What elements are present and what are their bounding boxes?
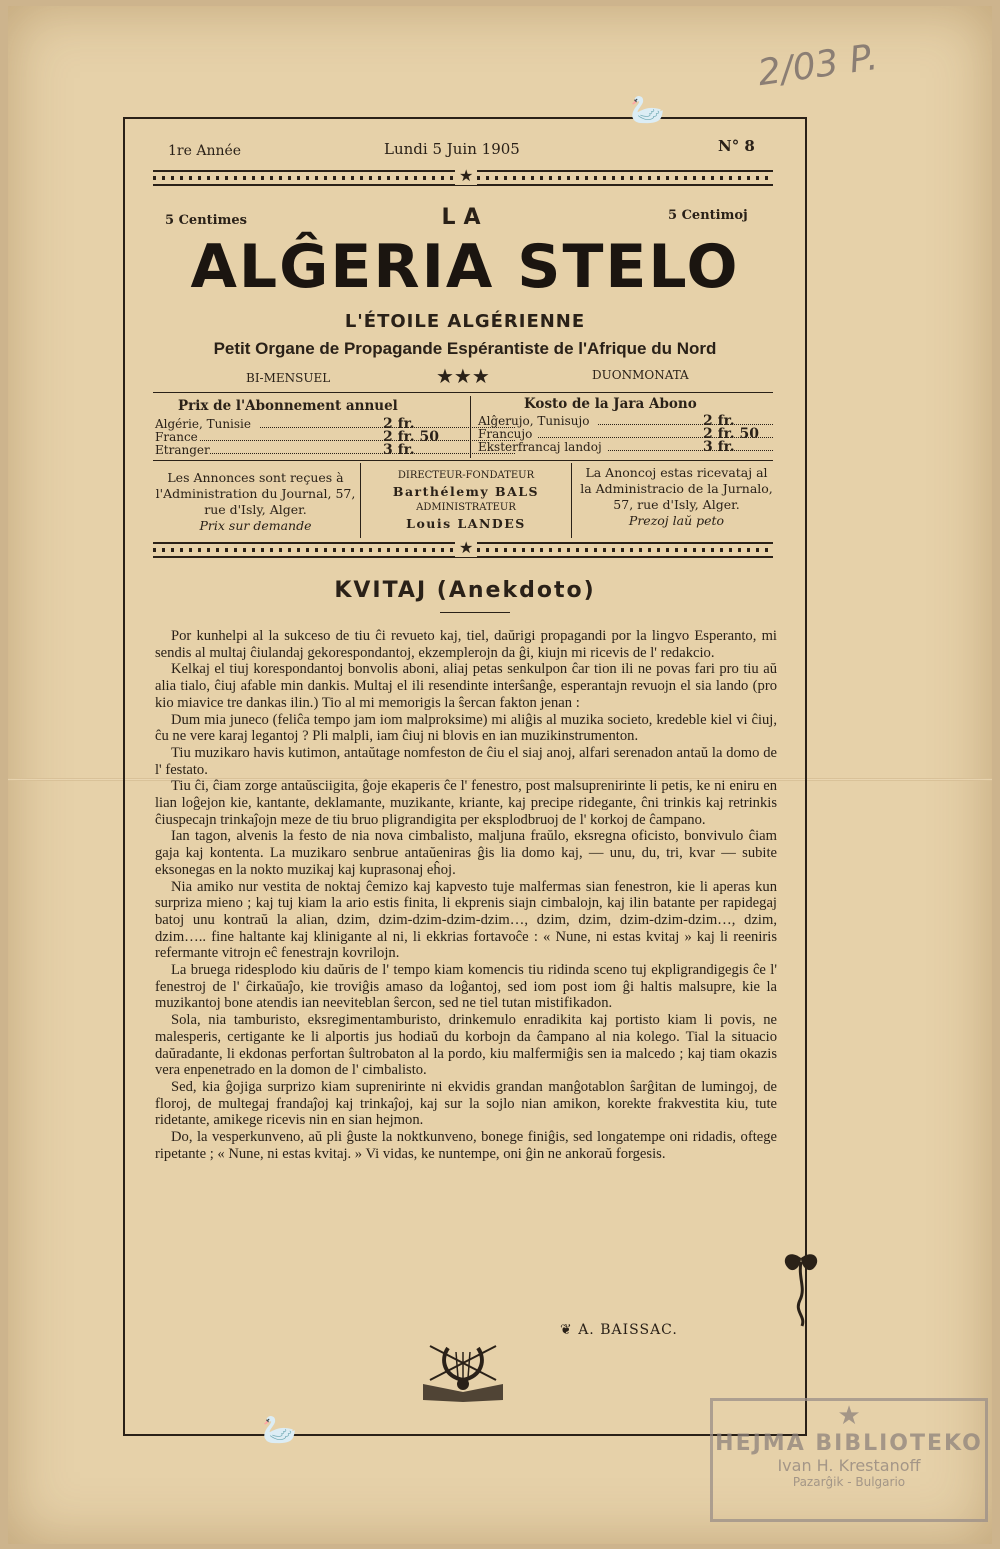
- price-amount: 2 fr.: [703, 413, 735, 429]
- article-paragraph: Tiu muzikaro havis kutimon, antaŭtage nomfeston de ĉiu el siaj anoj, alfari serenadon antaŭ la domo de l' festato.: [155, 744, 777, 778]
- ads-eo-line: Prezoj laŭ peto: [628, 513, 725, 528]
- article-paragraph: Por kunhelpi al la sukceso de tiu ĉi revueto kaj, tiel, daŭrigi propagandi por la lingvo Esperanto, mi sendis al multaj ĉiulandaj gekorespondantoj, ekzemplerojn da ĝi, kiujn mi ricevis de l' redakcio.: [155, 628, 777, 661]
- price-label: France: [155, 430, 198, 444]
- frequency-eo: DUONMONATA: [592, 368, 689, 382]
- ads-eo-line: 57, rue d'Isly, Alger.: [613, 497, 740, 512]
- price-label: Algérie, Tunisie: [155, 417, 251, 431]
- article-body: [155, 628, 777, 1163]
- article-paragraph: Do, la vesperkunveno, aŭ pli ĝuste la noktkunveno, bonege finiĝis, sed longatempe oni ridadis, oftege ripetante ; « Nune, ni estas kvitaj. » Vi vidas, ke nuntempe, oni ĝin ne ankoraŭ forgesis.: [155, 1129, 777, 1162]
- price-label: Alĝerujo, Tunisujo: [478, 414, 590, 428]
- article-paragraph: Sola, nia tamburisto, eksregimentamburisto, drinkemulo enradikita kaj portisto kiam li povis, ne malesperis, certigante ke li alportis jus hodiaŭ du korbojn da ĉampano al nia kolego. Tial la situacio daŭradante, li ekdonas perfortan ŝultrobaton al la pordo, kiu malfermiĝis sen ia malcedo ; kaj tiam okazis vera enpenetrado en la domon de l' cimbalisto.: [155, 1012, 777, 1079]
- article-paragraph: Kelkaj el tiuj korespondantoj bonvolis aboni, aliaj petas senkulpon ĉar tion ili ne povas fari pro tiu aŭ alia tialo, ĉiuj afable min dankis. Multaj el ili resendinte interŝanĝe, esperantajn revuojn el sia lando (pro kio miavice tre dankas ilin.) Tio al mi memorigis la ŝercan fakton jenan :: [155, 661, 777, 711]
- price-amount: 2 fr. 50: [383, 429, 439, 445]
- price-label: Eksterfrancaj landoj: [478, 440, 602, 454]
- price-label: Etranger: [155, 443, 210, 457]
- director-role: DIRECTEUR-FONDATEUR: [397, 470, 535, 481]
- frequency-fr: BI-MENSUEL: [246, 371, 331, 385]
- title-flourish: [440, 612, 510, 613]
- price-label: Francujo: [478, 427, 533, 441]
- ornament-border-bottom: ★: [153, 542, 773, 558]
- stamp-place: Pazarĝik - Bulgario: [792, 1475, 906, 1489]
- price-row: [478, 441, 778, 454]
- swan-icon: 🦢: [630, 93, 665, 126]
- subscription-eo-heading: Kosto de la Jara Abono: [524, 396, 697, 412]
- price-row: [155, 444, 455, 457]
- vrule-subscription: [470, 396, 471, 458]
- article-paragraph: Nia amiko nur vestita de noktaj ĉemizo kaj kapvesto tuje malfermas sian fenestron, kie li aperas kun surpriza mieno ; kaj tuj kiam la ario estis finita, li ekprenis siajn cimbalojn, kaj ilin batante per rapidegaj batoj unu kontraŭ la alian, dzim, dzim-dzim-dzim-dzim…, dzim, dzim, dzim-dzim-dzim…, dzim, dzim….. fine haltante kaj klinigante al ni, li ekkrias fortavoĉe : « Nune, ni estas kvitaj » kaj li reeniris refermante vitrojn eĉ fenestrajn kovrilojn.: [155, 878, 777, 962]
- article-signature: [560, 1322, 678, 1338]
- article-paragraph: Tiu ĉi, ĉiam zorge antaŭsciigita, ĝoje ekaperis ĉe l' fenestro, post malsuprenirinte li petis, ke ni eniru en lian loĝejon kie, kantante, deklamante, muzikante, kriante, kaj precipe ridegante, ĉni trinkis kaj retrinkis ĉiuspecajn trinkaĵojn meze de tiu bruo pligrandigita per eksplodbruoj de l' korkoj de ĉampano.: [155, 778, 777, 828]
- signature-ornament-icon: ❦: [560, 1322, 579, 1338]
- rule-middle: [153, 460, 773, 461]
- stamp-star-icon: ★: [837, 1401, 861, 1431]
- price-right: 5 Centimoj: [668, 208, 748, 223]
- stamp-name: Ivan H. Krestanoff: [777, 1456, 921, 1475]
- administrator-name: Louis LANDES: [406, 516, 526, 531]
- administrator-role: ADMINISTRATEUR: [416, 502, 516, 513]
- article-paragraph: Dum mia juneco (feliĉa tempo jam iom malproksime) mi aliĝis al muzika societo, kredeble kiel vi ĉiuj, ĉu ne vere karaj legantoj ? Pli malpli, iam ĉiuj ni blovis en ian muzikinstrumenton.: [155, 711, 777, 745]
- masthead-subtitle-long: Petit Organe de Propagande Espérantiste de l'Afrique du Nord: [213, 339, 717, 358]
- masthead-subtitle-fr: L'ÉTOILE ALGÉRIENNE: [344, 311, 586, 332]
- director-name: Barthélemy BALS: [392, 484, 540, 499]
- ads-fr-line: Les Annonces sont reçues à: [167, 470, 344, 485]
- price-amount: 3 fr.: [383, 442, 415, 458]
- signature-text: A. BAISSAC.: [578, 1322, 678, 1338]
- article-paragraph: Ian tagon, alvenis la festo de nia nova cimbalisto, maljuna fraŭlo, eksregna oficisto, bonvivulo ĉiam gaja kaj kontenta. La muzikaro senbrue antaŭeniras ĝis lia domo kaj, — unu, du, tri, kvar — subite eksonegas en la nokto muzikaj kaj kuprasonaj eĥoj.: [155, 828, 777, 878]
- leader-dots: [200, 440, 515, 441]
- price-amount: 2 fr. 50: [703, 426, 759, 442]
- subscription-fr-heading: Prix de l'Abonnement annuel: [178, 398, 398, 414]
- price-amount: 2 fr.: [383, 416, 415, 432]
- ads-fr-line: rue d'Isly, Alger.: [204, 502, 307, 517]
- ornament-border-top: ★: [153, 170, 773, 186]
- vrule-left: [360, 463, 361, 538]
- price-left: 5 Centimes: [165, 213, 247, 228]
- ads-eo-line: la Administracio de la Jurnalo,: [580, 481, 773, 496]
- library-stamp: [710, 1398, 988, 1522]
- ads-fr: [153, 470, 358, 534]
- subscription-fr-table: [155, 418, 455, 457]
- handwritten-note: 2/03 P.: [755, 36, 881, 95]
- issue-number: N° 8: [718, 137, 755, 155]
- issue-date: Lundi 5 Juin 1905: [384, 140, 520, 158]
- ads-eo: [574, 465, 779, 529]
- price-amount: 3 fr.: [703, 439, 735, 455]
- issue-year: 1re Année: [168, 143, 242, 159]
- stars-ornament: ★★★: [436, 364, 490, 388]
- ads-fr-line: Prix sur demande: [199, 518, 312, 533]
- article-paragraph: Sed, kia ĝojiga surprizo kiam suprenirinte ni ekvidis grandan manĝotablon ŝarĝitan de lumingoj, de floroj, de multegaj frandaĵoj kaj trinkaĵoj, kaj sur la sojlo nian amikon, korekte frakvestita kiu, tute ridetante, amikege ricevis nin en sian hejmon.: [155, 1078, 777, 1129]
- masthead-title: ALĜERIA STELO: [190, 232, 740, 302]
- masthead-la: LA: [441, 205, 489, 230]
- rule-top: [153, 392, 773, 393]
- leader-dots: [608, 450, 773, 451]
- ads-eo-line: La Anoncoj estas ricevataj al: [585, 465, 768, 480]
- leader-dots: [598, 424, 773, 425]
- directors: [362, 468, 570, 532]
- floral-ornament-icon: [778, 1248, 824, 1328]
- ads-fr-line: l'Administration du Journal, 57,: [155, 486, 356, 501]
- article-title: KVITAJ (Anekdoto): [334, 578, 596, 603]
- swan-icon-bottom: 🦢: [262, 1413, 297, 1446]
- article-paragraph: La bruega ridesplodo kiu daŭris de l' tempo kiam komencis tiu ridinda sceno tuj ekpligrandigegis ĉe l' fenestroj de l' ĉirkaŭaĵo, kie troviĝis amaso da loĝantoj, sed iom post iom ĝi haltis malsupre, kie la muzikantoj bone atendis ian neeviteblan ŝercon, sed ne tiel tutan mistifikadon.: [155, 962, 777, 1012]
- lyre-icon: [418, 1340, 508, 1402]
- stamp-title: HEJMA BIBLIOTEKO: [715, 1431, 983, 1456]
- subscription-eo-table: [478, 415, 778, 454]
- vrule-right: [571, 463, 572, 538]
